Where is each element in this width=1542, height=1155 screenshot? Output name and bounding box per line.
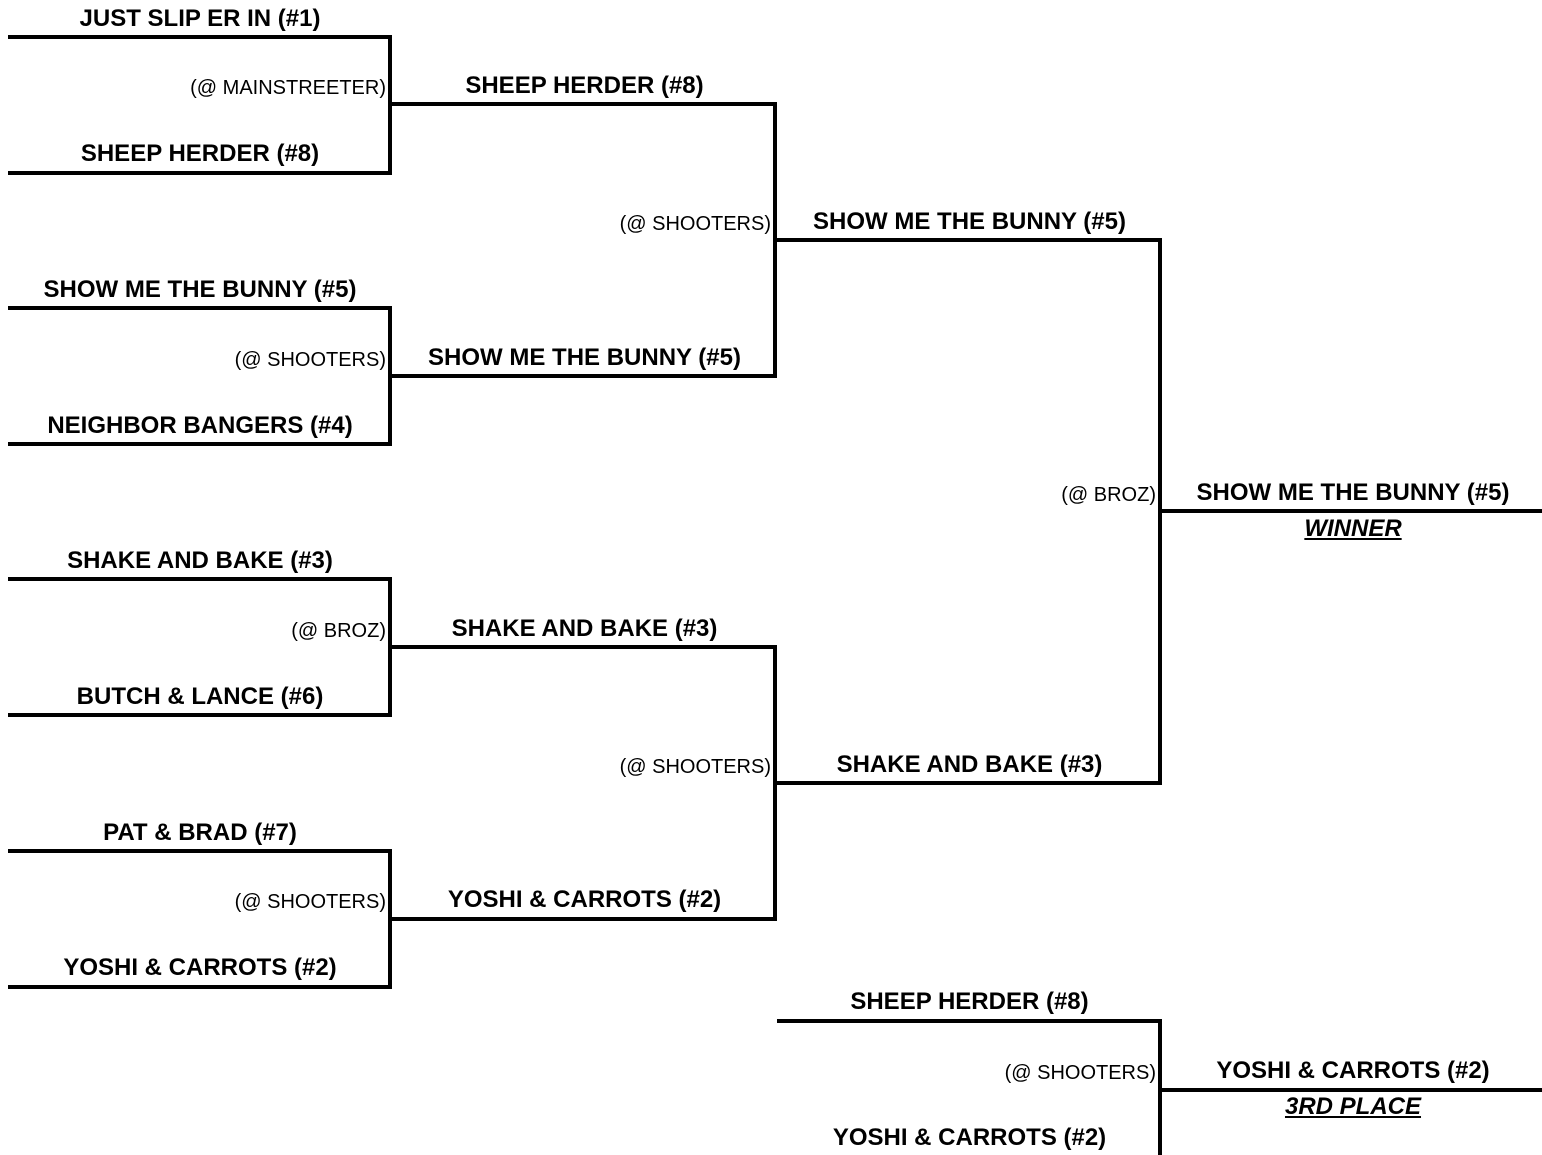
team-name: SHEEP HERDER (#8)	[80, 140, 320, 167]
bracket-line	[392, 917, 777, 921]
bracket-line	[8, 306, 392, 310]
bracket-line	[8, 577, 392, 581]
team-name: SHAKE AND BAKE (#3)	[836, 751, 1103, 778]
bracket-line	[8, 849, 392, 853]
venue-label: (@ BROZ)	[291, 620, 386, 642]
team-name: BUTCH & LANCE (#6)	[76, 683, 324, 710]
bracket-line	[392, 645, 777, 649]
team-name: SHEEP HERDER (#8)	[465, 72, 704, 99]
venue-label: (@ SHOOTERS)	[234, 891, 386, 913]
team-name: SHAKE AND BAKE (#3)	[451, 615, 718, 642]
team-name: PAT & BRAD (#7)	[103, 819, 297, 846]
bracket-line	[1162, 1088, 1542, 1092]
venue-label: (@ SHOOTERS)	[234, 349, 386, 371]
winner-label: WINNER	[1304, 515, 1402, 542]
team-name: SHOW ME THE BUNNY (#5)	[428, 344, 741, 371]
venue-label: (@ SHOOTERS)	[1004, 1062, 1156, 1084]
bracket-line	[392, 102, 777, 106]
team-name: NEIGHBOR BANGERS (#4)	[47, 412, 353, 439]
team-name: YOSHI & CARROTS (#2)	[447, 886, 722, 913]
bracket-line	[777, 1019, 1162, 1023]
team-name: YOSHI & CARROTS (#2)	[63, 954, 337, 981]
team-name: SHEEP HERDER (#8)	[850, 988, 1089, 1015]
bracket-line	[8, 171, 392, 175]
bracket-line	[8, 985, 392, 989]
champion-name: SHOW ME THE BUNNY (#5)	[1196, 479, 1510, 506]
venue-label: (@ BROZ)	[1061, 484, 1156, 506]
team-name: JUST SLIP ER IN (#1)	[79, 5, 321, 32]
bracket-line	[8, 35, 392, 39]
venue-label: (@ SHOOTERS)	[619, 213, 771, 235]
bracket-line	[8, 442, 392, 446]
bracket-line	[777, 781, 1162, 785]
venue-label: (@ MAINSTREETER)	[190, 77, 386, 99]
third-place-name: YOSHI & CARROTS (#2)	[1216, 1057, 1490, 1084]
team-name: YOSHI & CARROTS (#2)	[832, 1124, 1107, 1151]
third-place-label: 3RD PLACE	[1284, 1093, 1422, 1120]
team-name: SHAKE AND BAKE (#3)	[67, 547, 333, 574]
team-name: SHOW ME THE BUNNY (#5)	[43, 276, 357, 303]
bracket-line	[392, 374, 777, 378]
bracket-line	[8, 713, 392, 717]
team-name: SHOW ME THE BUNNY (#5)	[813, 208, 1126, 235]
bracket-line	[777, 238, 1162, 242]
venue-label: (@ SHOOTERS)	[619, 756, 771, 778]
bracket-line	[1162, 509, 1542, 513]
